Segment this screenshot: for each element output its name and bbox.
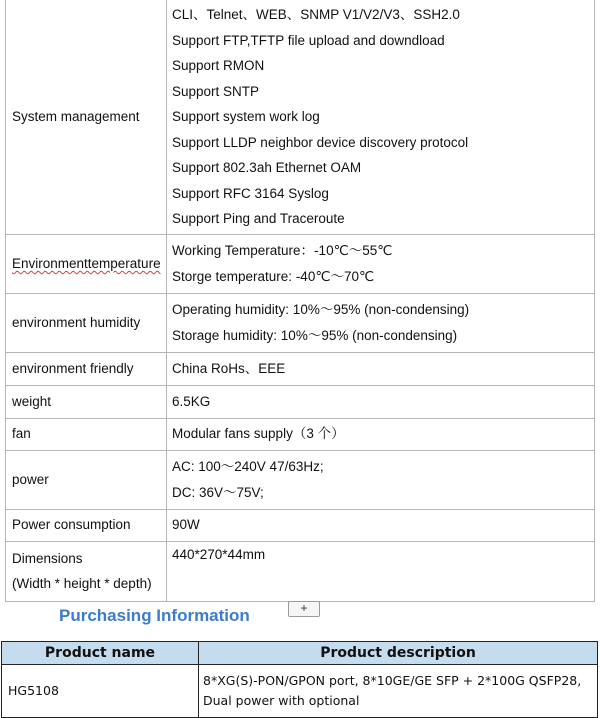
spec-value-system-management xyxy=(167,0,595,234)
spec-value-line: AC: 100～240V 47/63Hz; xyxy=(172,459,324,474)
spec-value-line: Operating humidity: 10%～95% (non-condensing) xyxy=(172,302,470,317)
spec-value-power xyxy=(167,450,595,509)
spec-label-system-management: System management xyxy=(6,0,167,234)
product-description-cell: 8*XG(S)-PON/GPON port, 8*10GE/GE SFP + 2*100G QSFP28, Dual power with optional xyxy=(199,665,598,718)
expand-button[interactable]: + xyxy=(288,601,320,617)
spec-value-line: Support system work log xyxy=(172,109,320,124)
spec-value-environment-temperature xyxy=(167,234,595,293)
spec-value-line: Storge temperature: -40℃～70℃ xyxy=(172,268,375,284)
table-row xyxy=(6,541,595,601)
spec-label-environment-temperature xyxy=(6,234,167,293)
spec-label-dimensions xyxy=(6,541,167,601)
column-header-product-name: Product name xyxy=(2,642,199,665)
spec-value-line: Support RFC 3164 Syslog xyxy=(172,185,329,201)
specifications-table xyxy=(5,0,595,602)
spec-value-line: Support FTP,TFTP file upload and downdload xyxy=(172,32,445,48)
spec-value-environment-friendly: China RoHs、EEE xyxy=(167,352,595,385)
spec-value-line: Working Temperature：-10℃～55℃ xyxy=(172,243,393,258)
table-row xyxy=(6,385,595,418)
table-row xyxy=(2,665,598,718)
table-row xyxy=(6,509,595,541)
table-row xyxy=(6,418,595,450)
spec-value-line: Support 802.3ah Ethernet OAM xyxy=(172,160,362,175)
spec-value-line: Support Ping and Traceroute xyxy=(172,211,345,226)
spec-value-line: Storage humidity: 10%～95% (non-condensing) xyxy=(172,327,458,343)
spec-value-line: DC: 36V～75V; xyxy=(172,484,264,500)
table-row xyxy=(6,0,595,234)
spec-label-line: (Width * height * depth) xyxy=(12,576,152,591)
spec-label-power: power xyxy=(6,450,167,509)
spec-value-fan: Modular fans supply（3 个） xyxy=(167,418,595,450)
spec-label-environment-humidity: environment humidity xyxy=(6,293,167,352)
spec-value-line: CLI、Telnet、WEB、SNMP V1/V2/V3、SSH2.0 xyxy=(172,7,460,22)
spec-value-line: Support LLDP neighbor device discovery protocol xyxy=(172,134,469,150)
spec-label-line: Dimensions xyxy=(12,550,83,566)
spec-label-fan: fan xyxy=(6,418,167,450)
product-name-cell: HG5108 xyxy=(2,665,199,718)
spec-label-weight: weight xyxy=(6,385,167,418)
spec-value-line: 440*270*44mm xyxy=(172,546,266,562)
table-row xyxy=(6,293,595,352)
table-row xyxy=(6,234,595,293)
table-row xyxy=(6,352,595,385)
table-row xyxy=(6,450,595,509)
spec-value-dimensions xyxy=(167,541,595,601)
spec-label-power-consumption: Power consumption xyxy=(6,509,167,541)
spec-label-text: Environmenttemperature xyxy=(12,255,161,271)
spec-value-weight: 6.5KG xyxy=(167,385,595,418)
spec-value-line: Support RMON xyxy=(172,58,265,73)
section-title: Purchasing Information xyxy=(59,606,250,625)
spec-value-environment-humidity xyxy=(167,293,595,352)
table-header-row xyxy=(2,642,598,665)
spec-label-environment-friendly: environment friendly xyxy=(6,352,167,385)
spec-value-power-consumption: 90W xyxy=(167,509,595,541)
column-header-product-description: Product description xyxy=(199,642,598,665)
purchasing-table xyxy=(1,641,598,718)
spec-value-line: Support SNTP xyxy=(172,83,260,99)
